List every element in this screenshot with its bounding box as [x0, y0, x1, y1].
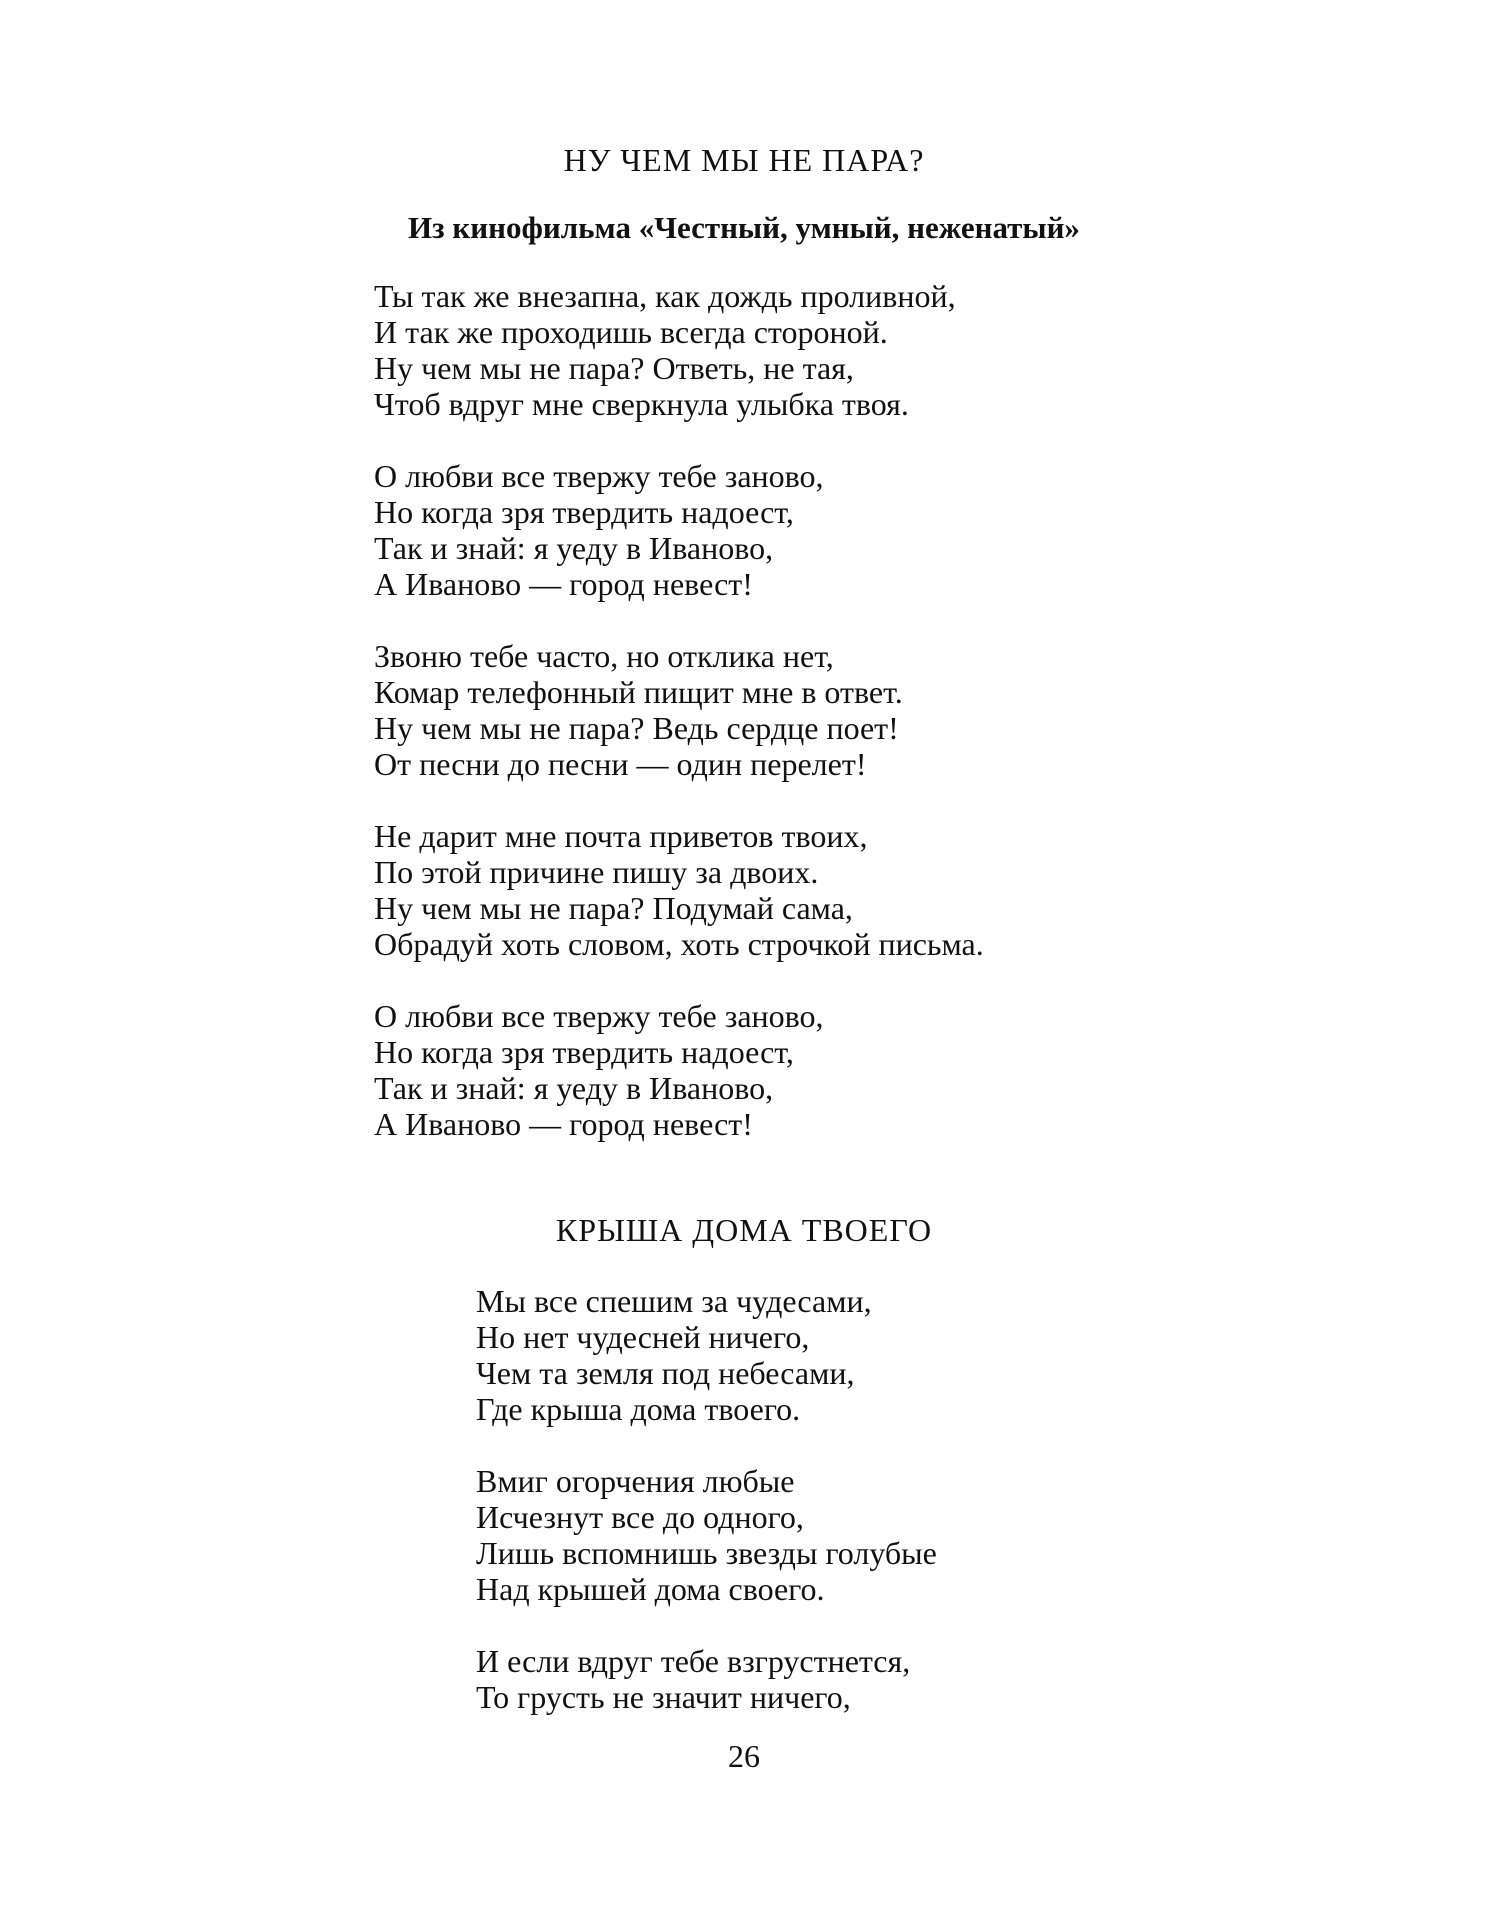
verse-line: Так и знай: я уеду в Иваново, — [374, 530, 774, 566]
verse-line: Чтоб вдруг мне сверкнула улыбка твоя. — [374, 386, 909, 422]
song-subtitle: Из кинофильма «Честный, умный, неженатый» — [408, 210, 1080, 245]
stanza — [476, 1643, 910, 1715]
verse-line: Вмиг огорчения любые — [476, 1463, 795, 1499]
verse-line: А Иваново — город невест! — [374, 566, 753, 602]
verse-line: Исчезнут все до одного, — [476, 1499, 804, 1535]
verse-line: Но когда зря твердить надоест, — [374, 1034, 794, 1070]
song-title: НУ ЧЕМ МЫ НЕ ПАРА? — [563, 142, 925, 178]
verse-line: Чем та земля под небесами, — [476, 1355, 855, 1391]
page-number: 26 — [728, 1738, 760, 1774]
verse-line: Над крышей дома своего. — [476, 1571, 825, 1607]
verse-line: А Иваново — город невест! — [374, 1106, 753, 1142]
verse-line: По этой причине пишу за двоих. — [374, 854, 819, 890]
verse-line: То грусть не значит ничего, — [476, 1679, 851, 1715]
verse-line: О любви все твержу тебе заново, — [374, 458, 824, 494]
song-title: КРЫША ДОМА ТВОЕГО — [555, 1212, 933, 1248]
verse-line: Ну чем мы не пара? Подумай сама, — [374, 890, 853, 926]
verse-line: Но нет чудесней ничего, — [476, 1319, 810, 1355]
verse-line: Комар телефонный пищит мне в ответ. — [374, 674, 903, 710]
verse-line: И если вдруг тебе взгрустнется, — [476, 1643, 911, 1679]
verse-line: Обрадуй хоть словом, хоть строчкой письма. — [374, 926, 984, 962]
stanza — [374, 818, 984, 962]
verse-line: Звоню тебе часто, но отклика нет, — [374, 638, 834, 674]
verse-line: Так и знай: я уеду в Иваново, — [374, 1070, 774, 1106]
verse-line: Лишь вспомнишь звезды голубые — [476, 1535, 937, 1571]
verse-line: Ну чем мы не пара? Ответь, не тая, — [374, 350, 854, 386]
stanza — [374, 278, 956, 422]
verse-line: Но когда зря твердить надоест, — [374, 494, 794, 530]
verse-line: Мы все спешим за чудесами, — [476, 1283, 872, 1319]
stanza — [374, 458, 824, 602]
stanza — [476, 1283, 872, 1427]
stanza — [374, 998, 824, 1142]
verse-line: Где крыша дома твоего. — [476, 1391, 801, 1427]
verse-line: И так же проходишь всегда стороной. — [374, 314, 888, 350]
verse-line: Не дарит мне почта приветов твоих, — [374, 818, 868, 854]
stanza — [476, 1463, 937, 1607]
verse-line: О любви все твержу тебе заново, — [374, 998, 824, 1034]
verse-line: Ну чем мы не пара? Ведь сердце поет! — [374, 710, 899, 746]
stanza — [374, 638, 903, 782]
verse-line: От песни до песни — один перелет! — [374, 746, 867, 782]
verse-line: Ты так же внезапна, как дождь проливной, — [374, 278, 956, 314]
